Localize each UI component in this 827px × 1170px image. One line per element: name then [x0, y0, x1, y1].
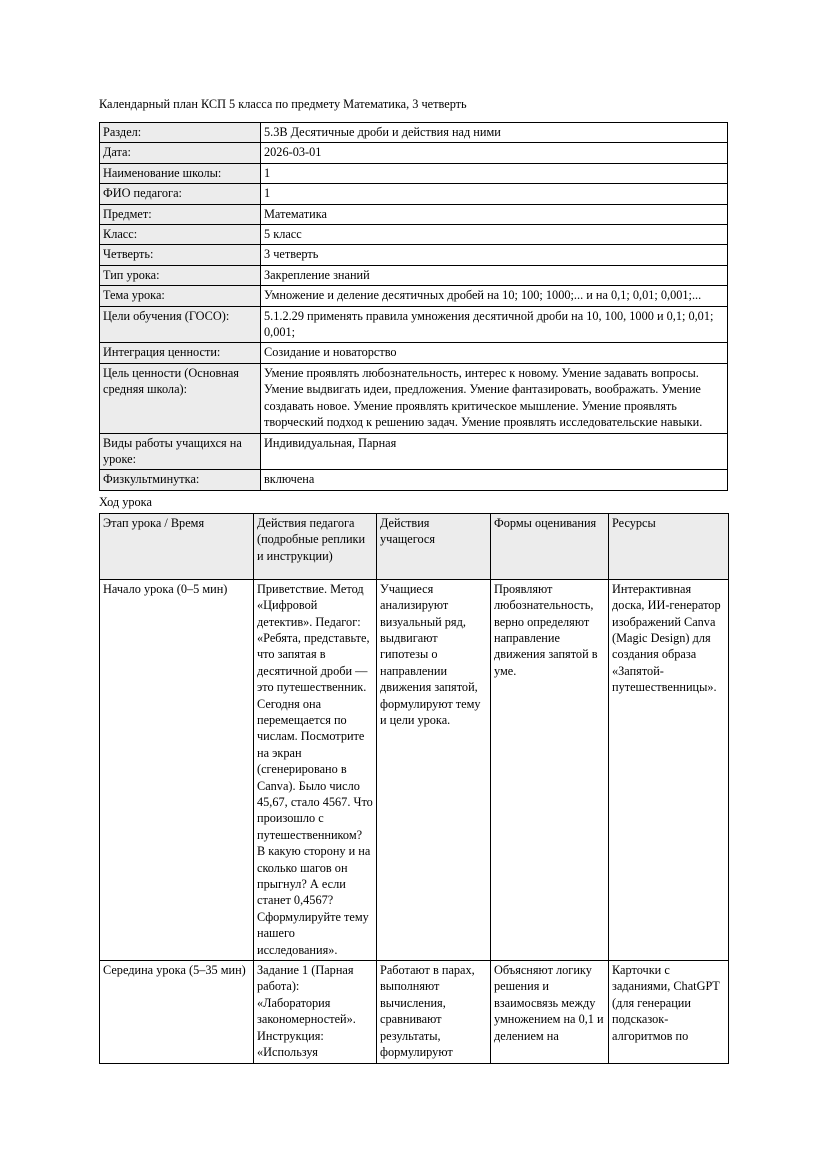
column-header-student-actions: Действия учащегося [377, 513, 491, 579]
cell-resources: Карточки с заданиями, ChatGPT (для генерации подсказок-алгоритмов по [609, 961, 729, 1063]
lesson-table-head [100, 513, 729, 579]
table-row [100, 579, 729, 960]
table-row [100, 245, 728, 265]
info-label: Виды работы учащихся на уроке: [100, 433, 261, 470]
table-row [100, 204, 728, 224]
cell-student-actions: Работают в парах, выполняют вычисления, сравнивают результаты, формулируют [377, 961, 491, 1063]
table-row [100, 286, 728, 306]
table-row [100, 143, 728, 163]
info-value: Математика [261, 204, 728, 224]
info-value: 5.1.2.29 применять правила умножения десятичной дроби на 10, 100, 1000 и 0,1; 0,01; 0,001; [261, 306, 728, 343]
page-title: Календарный план КСП 5 класса по предмету Математика, 3 четверть [99, 97, 467, 111]
info-value: 5.3В Десятичные дроби и действия над ними [261, 123, 728, 143]
column-header-assessment-forms: Формы оценивания [491, 513, 609, 579]
table-row [100, 363, 728, 433]
table-row [100, 961, 729, 1063]
info-label: Цель ценности (Основная средняя школа): [100, 363, 261, 433]
table-row [100, 265, 728, 285]
info-value: 5 класс [261, 225, 728, 245]
info-value: 1 [261, 163, 728, 183]
lesson-table-body [100, 579, 729, 1063]
column-header-resources: Ресурсы [609, 513, 729, 579]
table-row [100, 123, 728, 143]
info-label: Интеграция ценности: [100, 343, 261, 363]
info-label: Предмет: [100, 204, 261, 224]
info-value: Созидание и новаторство [261, 343, 728, 363]
table-header-row [100, 513, 729, 579]
cell-resources: Интерактивная доска, ИИ-генератор изображений Canva (Magic Design) для создания образа «Запятой-путешественницы». [609, 579, 729, 960]
info-value: 1 [261, 184, 728, 204]
info-label: Физкультминутка: [100, 470, 261, 490]
section-label-lesson-flow: Ход урока [99, 494, 152, 509]
info-label: ФИО педагога: [100, 184, 261, 204]
info-label: Наименование школы: [100, 163, 261, 183]
info-value: включена [261, 470, 728, 490]
info-value: Закрепление знаний [261, 265, 728, 285]
info-label: Тип урока: [100, 265, 261, 285]
lesson-info-table [99, 122, 728, 491]
cell-student-actions: Учащиеся анализируют визуальный ряд, выдвигают гипотезы о направлении движения запятой, формулируют тему и цели урока. [377, 579, 491, 960]
info-value: Умножение и деление десятичных дробей на 10; 100; 1000;... и на 0,1; 0,01; 0,001;... [261, 286, 728, 306]
info-value: Умение проявлять любознательность, интерес к новому. Умение задавать вопросы. Умение выдвигать идеи, предложения. Умение фантазировать, воображать. Умение создавать новое. Умение проявлять критическое мышление. Умение проявлять творческий подход к решению задач. Умение проявлять исследовательские навыки. [261, 363, 728, 433]
lesson-flow-table [99, 513, 729, 1064]
cell-teacher-actions: Задание 1 (Парная работа): «Лаборатория закономерностей». Инструкция: «Используя [254, 961, 377, 1063]
cell-stage: Начало урока (0–5 мин) [100, 579, 254, 960]
info-label: Четверть: [100, 245, 261, 265]
info-value: Индивидуальная, Парная [261, 433, 728, 470]
info-value: 2026-03-01 [261, 143, 728, 163]
cell-stage: Середина урока (5–35 мин) [100, 961, 254, 1063]
info-table-body [100, 123, 728, 491]
column-header-teacher-actions: Действия педагога (подробные реплики и инструкции) [254, 513, 377, 579]
cell-assessment-forms: Объясняют логику решения и взаимосвязь между умножением на 0,1 и делением на [491, 961, 609, 1063]
table-row [100, 184, 728, 204]
info-label: Дата: [100, 143, 261, 163]
info-label: Тема урока: [100, 286, 261, 306]
info-label: Класс: [100, 225, 261, 245]
table-row [100, 225, 728, 245]
table-row [100, 433, 728, 470]
table-row [100, 306, 728, 343]
cell-teacher-actions: Приветствие. Метод «Цифровой детектив». Педагог: «Ребята, представьте, что запятая в десятичной дроби — это путешественник. Сегодня она перемещается по числам. Посмотрите на экран (сгенерировано в Canva). Было число 45,67, стало 4567. Что произошло с путешественником? В какую сторону и на сколько шагов он прыгнул? А если станет 0,4567? Сформулируйте тему нашего исследования». [254, 579, 377, 960]
info-value: 3 четверть [261, 245, 728, 265]
column-header-stage: Этап урока / Время [100, 513, 254, 579]
document-page [99, 96, 728, 1064]
table-row [100, 470, 728, 490]
table-row [100, 343, 728, 363]
table-row [100, 163, 728, 183]
info-label: Цели обучения (ГОСО): [100, 306, 261, 343]
cell-assessment-forms: Проявляют любознательность, верно определяют направление движения запятой в уме. [491, 579, 609, 960]
info-label: Раздел: [100, 123, 261, 143]
